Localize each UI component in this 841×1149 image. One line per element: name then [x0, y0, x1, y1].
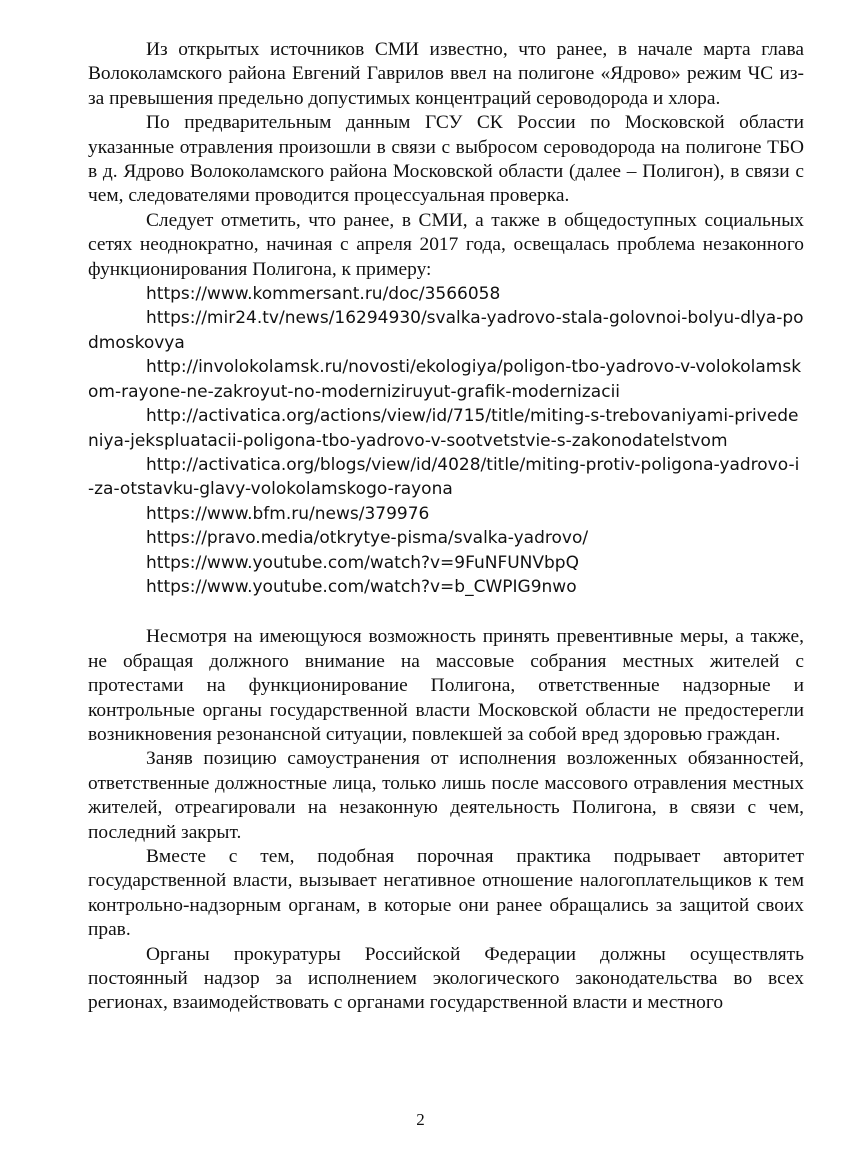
paragraph: Следует отметить, что ранее, в СМИ, а также в общедоступных социальных сетях неоднократно, начиная с апреля 2017 года, освещалась проблема незаконного функционирования Полигона, к примеру: — [88, 209, 804, 280]
paragraph: По предварительным данным ГСУ СК России по Московской области указанные отравления произошли в связи с выбросом сероводорода на полигоне ТБО в д. Ядрово Волоколамского района Московской области (далее – Полигон), в связи с чем, следователями проводится процессуальная проверка. — [88, 112, 804, 207]
paragraph: Из открытых источников СМИ известно, что ранее, в начале марта глава Волоколамского района Евгений Гаврилов ввел на полигоне «Ядрово» режим ЧС из-за превышения предельно допустимых концентраций сероводорода и хлора. — [88, 39, 804, 109]
paragraph: Вместе с тем, подобная порочная практика подрывает авторитет государственной власти, вызывает негативное отношение налогоплательщиков к тем контрольно-надзорным органам, в которые они ранее обращались за защитой своих прав. — [88, 846, 804, 941]
paragraph: Заняв позицию самоустранения от исполнения возложенных обязанностей, ответственные должностные лица, только лишь после массового отравления местных жителей, отреагировали на незаконную деятельность Полигона, в связи с чем, последний закрыт. — [88, 748, 804, 843]
link-item: http://activatica.org/actions/view/id/715/title/miting-s-trebovaniyami-privedeniya-jekspluatacii-poligona-tbo-yadrovo-v-sootvetstvie-s-zakonodatelstvom — [88, 406, 799, 451]
link-item: https://pravo.media/otkrytye-pisma/svalka-yadrovo/ — [146, 528, 589, 549]
link-item: http://activatica.org/blogs/view/id/4028/title/miting-protiv-poligona-yadrovo-i-za-otstavku-glavy-volokolamskogo-rayona — [88, 454, 800, 500]
link-list — [88, 282, 804, 599]
link-item: https://www.bfm.ru/news/379976 — [146, 503, 430, 524]
link-item: https://www.kommersant.ru/doc/3566058 — [146, 284, 501, 305]
link-item: https://www.youtube.com/watch?v=b_CWPIG9nwo — [146, 576, 577, 597]
link-item: http://involokolamsk.ru/novosti/ekologiya/poligon-tbo-yadrovo-v-volokolamskom-rayone-ne-zakroyut-no-moderniziruyut-grafik-modernizacii — [88, 357, 802, 402]
page-number: 2 — [416, 1110, 425, 1129]
link-item: https://www.youtube.com/watch?v=9FuNFUNVbpQ — [146, 552, 579, 573]
paragraph: Органы прокуратуры Российской Федерации должны осуществлять постоянный надзор за исполнением экологического законодательства во всех регионах, взаимодействовать с органами государственной власти и местного — [88, 943, 804, 1014]
link-item: https://mir24.tv/news/16294930/svalka-yadrovo-stala-golovnoi-bolyu-dlya-podmoskovya — [88, 308, 804, 353]
document-body — [88, 38, 804, 1016]
blank-line — [88, 599, 804, 625]
paragraph: Несмотря на имеющуюся возможность принять превентивные меры, а также, не обращая должного внимание на массовые собрания местных жителей с протестами на функционирование Полигона, ответственные надзорные и контрольные органы государственной власти Московской области не предостерегли возникновения резонансной ситуации, повлекшей за собой вред здоровью граждан. — [88, 626, 804, 745]
